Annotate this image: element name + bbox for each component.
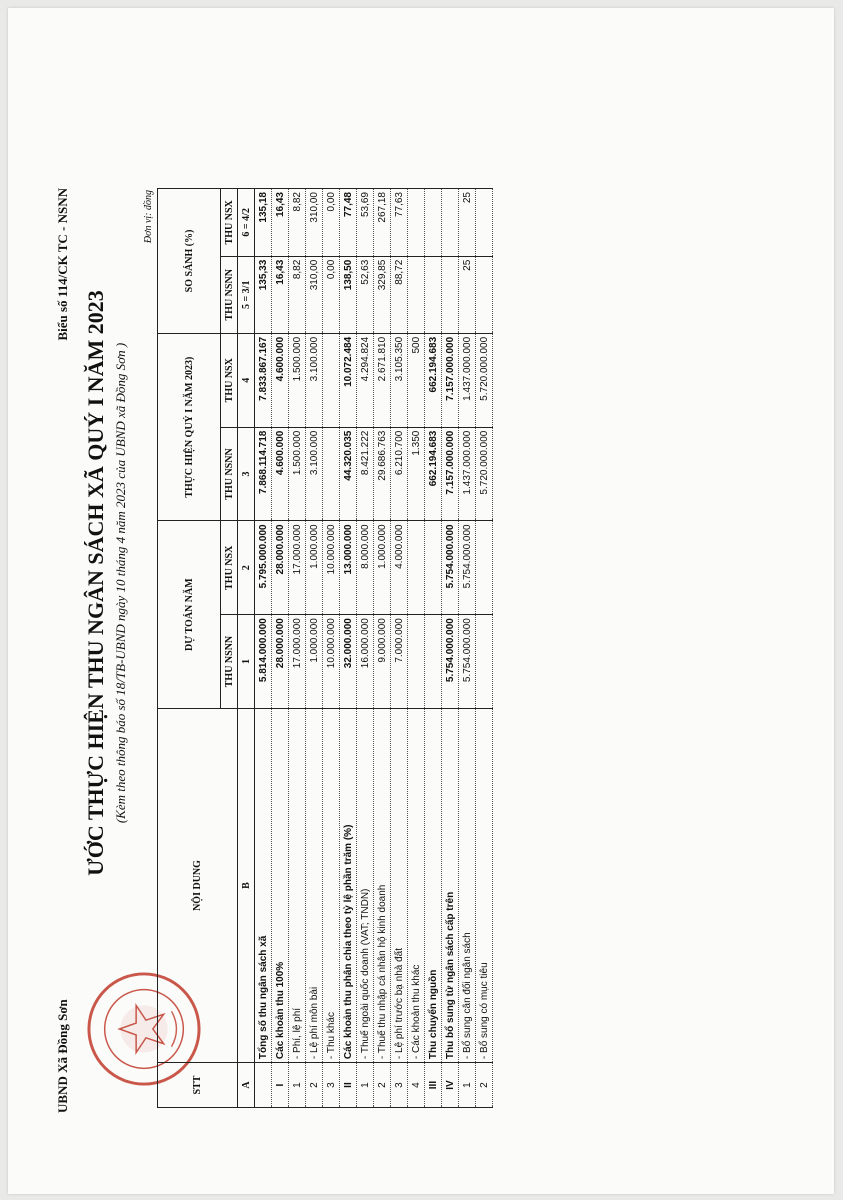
row-du-toan-nsnn: 17.000.000 — [289, 615, 306, 709]
document-subtitle: (Kèm theo thông báo số 18/TB-UBND ngày 10 tháng 4 năm 2023 của UBND xã Đồng Sơn ) — [113, 342, 128, 824]
row-so-sanh-nsnn: 138,50 — [340, 256, 357, 333]
row-du-toan-nsx: 1.000.000 — [374, 521, 391, 615]
row-so-sanh-nsx — [442, 189, 459, 257]
row-content: - Thuế thu nhập cá nhân hộ kinh doanh — [374, 708, 391, 1062]
document-sheet — [8, 8, 834, 1194]
table-row — [323, 189, 340, 1108]
row-so-sanh-nsx: 77,48 — [340, 189, 357, 257]
table-row — [289, 189, 306, 1108]
index-cell: B — [238, 708, 255, 1062]
row-du-toan-nsnn: 28.000.000 — [272, 615, 289, 709]
row-stt: 1 — [357, 1063, 374, 1108]
row-thuc-hien-nsx: 4.294.824 — [357, 333, 374, 427]
row-stt: I — [272, 1063, 289, 1108]
row-stt: 3 — [323, 1063, 340, 1108]
row-content: - Phí, lệ phí — [289, 708, 306, 1062]
row-stt — [255, 1063, 272, 1108]
row-stt: 2 — [306, 1063, 323, 1108]
table-row — [425, 189, 442, 1108]
row-so-sanh-nsx: 53,69 — [357, 189, 374, 257]
header-so-sanh-nsx: THU NSX — [221, 189, 238, 257]
row-du-toan-nsnn — [425, 615, 442, 709]
row-du-toan-nsx — [425, 521, 442, 615]
row-content: - Thu khác — [323, 708, 340, 1062]
row-thuc-hien-nsx: 3.100.000 — [306, 333, 323, 427]
row-thuc-hien-nsx: 10.072.484 — [340, 333, 357, 427]
row-stt: 2 — [374, 1063, 391, 1108]
row-du-toan-nsnn: 1.000.000 — [306, 615, 323, 709]
header-thuc-hien-nsnn: THU NSNN — [221, 427, 238, 521]
row-du-toan-nsnn: 16.000.000 — [357, 615, 374, 709]
header-so-sanh-nsnn: THU NSNN — [221, 256, 238, 333]
row-so-sanh-nsnn — [476, 256, 493, 333]
row-content: Thu bổ sung từ ngân sách cấp trên — [442, 708, 459, 1062]
row-so-sanh-nsnn — [442, 256, 459, 333]
table-row — [476, 189, 493, 1108]
row-so-sanh-nsnn — [408, 256, 425, 333]
document-title: ƯỚC THỰC HIỆN THU NGÂN SÁCH XÃ QUÝ I NĂM 2023 — [83, 290, 108, 876]
table-row — [340, 189, 357, 1108]
row-du-toan-nsnn: 9.000.000 — [374, 615, 391, 709]
row-so-sanh-nsnn: 25 — [459, 256, 476, 333]
row-stt: 1 — [289, 1063, 306, 1108]
header-thuc-hien: THỰC HIỆN QUÝ I NĂM 2023) — [158, 333, 221, 521]
row-so-sanh-nsx — [476, 189, 493, 257]
row-thuc-hien-nsx: 7.157.000.000 — [442, 333, 459, 427]
row-thuc-hien-nsx: 5.720.000.000 — [476, 333, 493, 427]
row-so-sanh-nsx — [408, 189, 425, 257]
table-row — [408, 189, 425, 1108]
row-so-sanh-nsnn: 0,00 — [323, 256, 340, 333]
table-row — [357, 189, 374, 1108]
table-row — [255, 189, 272, 1108]
row-du-toan-nsx: 4.000.000 — [391, 521, 408, 615]
row-thuc-hien-nsx — [323, 333, 340, 427]
row-content: Thu chuyển nguồn — [425, 708, 442, 1062]
table-row — [272, 189, 289, 1108]
row-thuc-hien-nsx: 3.105.350 — [391, 333, 408, 427]
row-thuc-hien-nsnn: 8.421.222 — [357, 427, 374, 521]
row-du-toan-nsnn: 7.000.000 — [391, 615, 408, 709]
row-du-toan-nsx: 1.000.000 — [306, 521, 323, 615]
row-stt: 2 — [476, 1063, 493, 1108]
row-so-sanh-nsnn: 52,63 — [357, 256, 374, 333]
row-so-sanh-nsx — [425, 189, 442, 257]
header-stt: STT — [158, 1063, 238, 1108]
row-stt: 3 — [391, 1063, 408, 1108]
row-so-sanh-nsx: 77,63 — [391, 189, 408, 257]
header-thuc-hien-nsx: THU NSX — [221, 333, 238, 427]
row-thuc-hien-nsnn: 3.100.000 — [306, 427, 323, 521]
row-so-sanh-nsx: 16,43 — [272, 189, 289, 257]
row-thuc-hien-nsnn: 1.437.000.000 — [459, 427, 476, 521]
row-content: - Lệ phí trước bạ nhà đất — [391, 708, 408, 1062]
row-thuc-hien-nsnn: 29.686.763 — [374, 427, 391, 521]
row-du-toan-nsx: 8.000.000 — [357, 521, 374, 615]
index-cell: 2 — [238, 521, 255, 615]
header-du-toan: DỰ TOÁN NĂM — [158, 521, 221, 709]
unit-label: Đơn vị: đồng — [143, 190, 154, 244]
organization-name: UBND Xã Đồng Sơn — [55, 999, 70, 1113]
row-so-sanh-nsx: 25 — [459, 189, 476, 257]
row-thuc-hien-nsx: 1.500.000 — [289, 333, 306, 427]
index-cell: 6 = 4/2 — [238, 189, 255, 257]
row-so-sanh-nsnn: 88,72 — [391, 256, 408, 333]
row-so-sanh-nsnn: 135,33 — [255, 256, 272, 333]
document-number: Biểu số 114/CK TC - NSNN — [55, 188, 70, 341]
row-content: - Các khoản thu khác — [408, 708, 425, 1062]
row-thuc-hien-nsnn: 1.500.000 — [289, 427, 306, 521]
row-content: - Bổ sung cân đối ngân sách — [459, 708, 476, 1062]
row-thuc-hien-nsnn: 44.320.035 — [340, 427, 357, 521]
row-du-toan-nsnn: 32.000.000 — [340, 615, 357, 709]
row-du-toan-nsx — [476, 521, 493, 615]
row-content: - Bổ sung có mục tiêu — [476, 708, 493, 1062]
header-du-toan-nsx: THU NSX — [221, 521, 238, 615]
row-thuc-hien-nsnn: 7.157.000.000 — [442, 427, 459, 521]
row-content: Các khoản thu phân chia theo tỷ lệ phần trăm (%) — [340, 708, 357, 1062]
table-body — [255, 189, 493, 1108]
row-du-toan-nsx: 10.000.000 — [323, 521, 340, 615]
row-thuc-hien-nsnn: 1.350 — [408, 427, 425, 521]
row-so-sanh-nsx: 135,18 — [255, 189, 272, 257]
row-du-toan-nsx: 5.754.000.000 — [442, 521, 459, 615]
row-thuc-hien-nsx: 662.194.683 — [425, 333, 442, 427]
row-thuc-hien-nsnn: 5.720.000.000 — [476, 427, 493, 521]
row-du-toan-nsnn — [408, 615, 425, 709]
row-stt: 1 — [459, 1063, 476, 1108]
row-so-sanh-nsnn: 8,82 — [289, 256, 306, 333]
row-thuc-hien-nsnn: 4.600.000 — [272, 427, 289, 521]
row-thuc-hien-nsx: 500 — [408, 333, 425, 427]
row-so-sanh-nsnn: 310,00 — [306, 256, 323, 333]
row-stt: 4 — [408, 1063, 425, 1108]
row-stt: II — [340, 1063, 357, 1108]
row-thuc-hien-nsx: 4.600.000 — [272, 333, 289, 427]
index-cell: A — [238, 1063, 255, 1108]
row-content: Các khoản thu 100% — [272, 708, 289, 1062]
row-du-toan-nsnn: 5.754.000.000 — [442, 615, 459, 709]
row-thuc-hien-nsnn: 662.194.683 — [425, 427, 442, 521]
row-thuc-hien-nsx: 1.437.000.000 — [459, 333, 476, 427]
row-du-toan-nsnn: 10.000.000 — [323, 615, 340, 709]
table-row — [442, 189, 459, 1108]
table-row — [459, 189, 476, 1108]
header-du-toan-nsnn: THU NSNN — [221, 615, 238, 709]
row-stt: III — [425, 1063, 442, 1108]
index-cell: 1 — [238, 615, 255, 709]
revenue-table — [157, 188, 493, 1108]
row-content: Tổng số thu ngân sách xã — [255, 708, 272, 1062]
row-thuc-hien-nsnn: 6.210.700 — [391, 427, 408, 521]
row-du-toan-nsx: 17.000.000 — [289, 521, 306, 615]
row-thuc-hien-nsnn: 7.868.114.718 — [255, 427, 272, 521]
row-du-toan-nsx: 13.000.000 — [340, 521, 357, 615]
row-so-sanh-nsx: 267,18 — [374, 189, 391, 257]
row-so-sanh-nsx: 8,82 — [289, 189, 306, 257]
row-thuc-hien-nsx: 2.671.810 — [374, 333, 391, 427]
index-cell: 3 — [238, 427, 255, 521]
index-cell: 4 — [238, 333, 255, 427]
row-stt: IV — [442, 1063, 459, 1108]
rotated-page — [0, 8, 836, 1158]
row-thuc-hien-nsx: 7.833.867.167 — [255, 333, 272, 427]
row-du-toan-nsx: 28.000.000 — [272, 521, 289, 615]
row-du-toan-nsx: 5.754.000.000 — [459, 521, 476, 615]
row-du-toan-nsnn: 5.814.000.000 — [255, 615, 272, 709]
row-so-sanh-nsnn — [425, 256, 442, 333]
row-thuc-hien-nsnn — [323, 427, 340, 521]
header-noi-dung: NỘI DUNG — [158, 708, 238, 1062]
row-du-toan-nsx: 5.795.000.000 — [255, 521, 272, 615]
row-du-toan-nsx — [408, 521, 425, 615]
row-so-sanh-nsx: 0,00 — [323, 189, 340, 257]
index-cell: 5 = 3/1 — [238, 256, 255, 333]
row-du-toan-nsnn: 5.754.000.000 — [459, 615, 476, 709]
row-so-sanh-nsx: 310,00 — [306, 189, 323, 257]
row-so-sanh-nsnn: 16,43 — [272, 256, 289, 333]
header-so-sanh: SO SÁNH (%) — [158, 189, 221, 334]
table-row — [306, 189, 323, 1108]
row-du-toan-nsnn — [476, 615, 493, 709]
row-so-sanh-nsnn: 329,85 — [374, 256, 391, 333]
table-row — [374, 189, 391, 1108]
table-row — [391, 189, 408, 1108]
row-content: - Thuế ngoài quốc doanh (VAT; TNDN) — [357, 708, 374, 1062]
row-content: - Lệ phí môn bài — [306, 708, 323, 1062]
